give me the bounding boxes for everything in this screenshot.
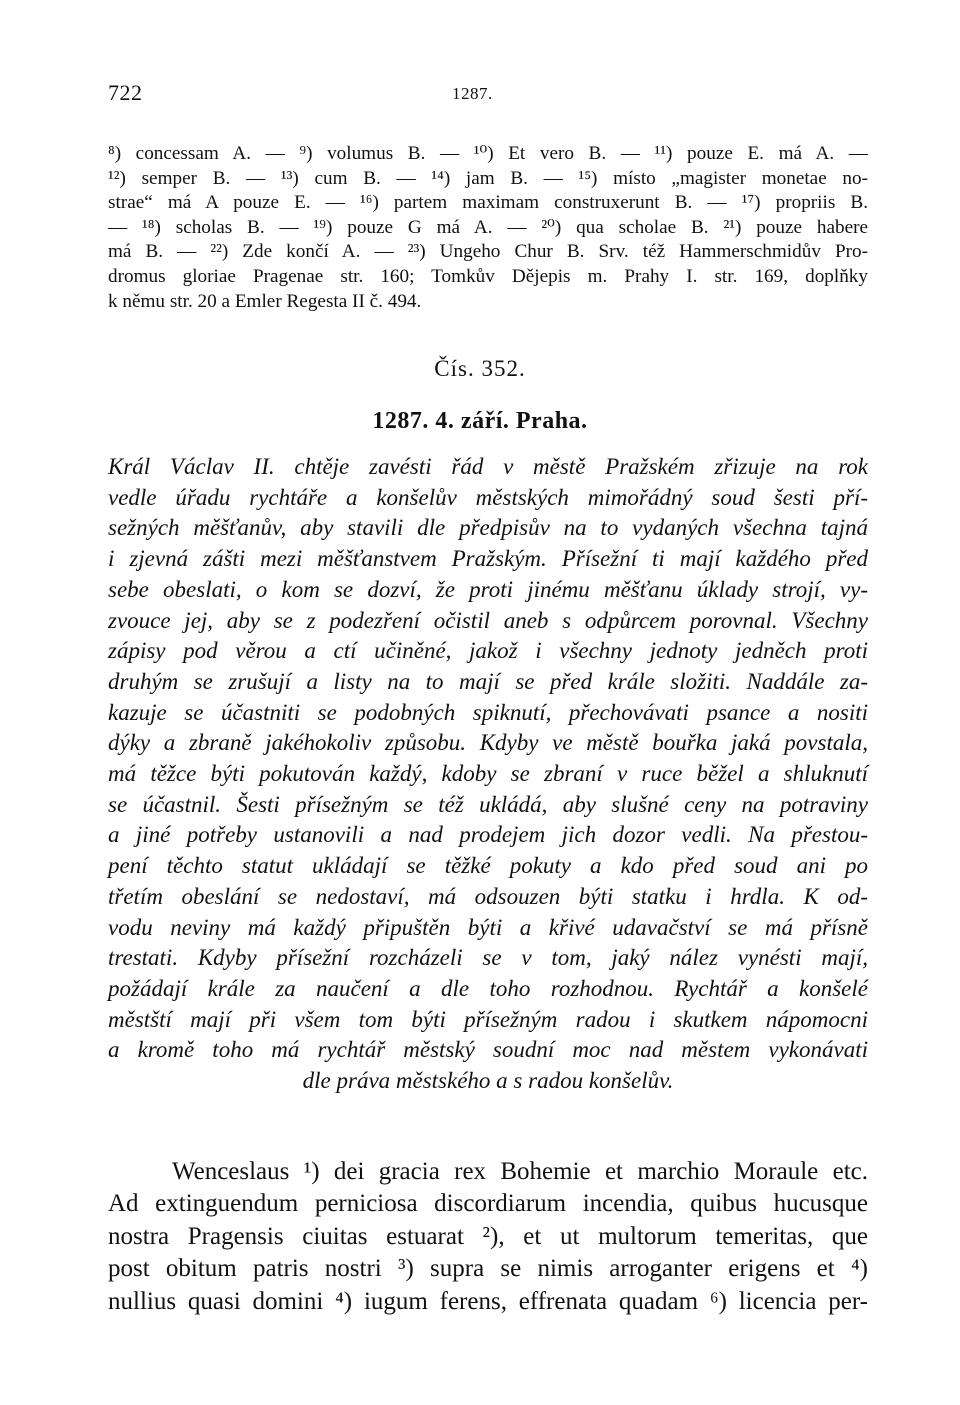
regest-line: třetím obeslání se nedostaví, má odsouzen býti statku i hrdla. K od- xyxy=(108,883,868,909)
regest-line: zvouce jej, aby se z podezření očistil aneb s odpůrcem porovnal. Všechny xyxy=(108,607,868,633)
page-number: 722 xyxy=(108,80,143,105)
footnote-line: má B. — ²²) Zde končí A. — ²³) Ungeho Chur B. Srv. též Hammerschmidův Pro- xyxy=(108,241,868,263)
regest-line: vedle úřadu rychtáře a konšelův městských mimořádný soud šesti pří- xyxy=(108,484,868,510)
regest-line: dýky a zbraně jakéhokoliv způsobu. Kdyby ve městě bouřka jaká povstala, xyxy=(108,730,868,756)
regest-line: se účastnil. Šesti přísežným se též ukládá, aby slušné ceny na potraviny xyxy=(108,791,868,817)
running-head-year: 1287. xyxy=(452,84,493,103)
latin-line: post obitum patris nostri ³) supra se nimis arroganter erigens et ⁴) xyxy=(108,1255,868,1283)
regest-line: požádají krále za naučení a dle toho rozhodnou. Rychtář a konšelé xyxy=(108,975,868,1001)
regest-line: městští mají při všem tom býti přísežným radou i skutkem nápomocni xyxy=(108,1006,868,1032)
regest-line: a kromě toho má rychtář městský soudní moc nad městem vykonávati xyxy=(108,1037,868,1063)
regest-line: sežných měšťanův, aby stavili dle předpisův na to vydaných všechna tajná xyxy=(108,515,868,541)
footnote-line: dromus gloriae Pragenae str. 160; Tomkův Dějepis m. Prahy I. str. 169, doplňky xyxy=(108,265,868,287)
footnote-line: strae“ má A pouze E. — ¹⁶) partem maximam construxerunt B. — ¹⁷) propriis B. xyxy=(108,192,868,214)
document-date-place: 1287. 4. září. Praha. xyxy=(372,408,588,434)
footnotes-block xyxy=(108,142,868,314)
regest-line: dle práva městského a s radou konšelův. xyxy=(302,1068,674,1094)
regest-line: vodu neviny má každý připuštěn býti a křivé udavačství se má přísně xyxy=(108,914,868,940)
footnote-line: — ¹⁸) scholas B. — ¹⁹) pouze G má A. — ²⁰) qua scholae B. ²¹) pouze habere xyxy=(108,216,868,238)
regest-line: Král Václav II. chtěje zavésti řád v městě Pražském zřizuje na rok xyxy=(108,454,868,479)
regest-line: kazuje se účastniti se podobných spiknutí, přechovávati psance a nositi xyxy=(108,699,868,725)
latin-line: nullius quasi domini ⁴) iugum ferens, effrenata quadam ⁶) licencia per- xyxy=(108,1287,868,1315)
footnote-line: ¹²) semper B. — ¹³) cum B. — ¹⁴) jam B. — ¹⁵) místo „magister monetae no- xyxy=(108,167,868,189)
regest-line: sebe obeslati, o kom se dozví, že proti jinému měšťanu úklady strojí, vy- xyxy=(108,576,868,602)
regest-line: a jiné potřeby ustanovili a nad prodejem jich dozor vedli. Na přestou- xyxy=(108,822,868,848)
latin-charter-text xyxy=(108,1156,868,1318)
regest-line: má těžce býti pokutován každý, kdoby se zbraní v ruce běžel a shluknutí xyxy=(108,761,868,787)
regest-summary xyxy=(108,452,868,1097)
latin-line: Ad extinguendum perniciosa discordiarum incendia, quibus hucusque xyxy=(108,1190,868,1218)
page-header xyxy=(108,80,868,110)
regest-line: pení těchto statut ukládají se těžké pokuty a kdo před soud ani po xyxy=(108,853,868,879)
regest-line: i zjevná zášti mezi měšťanstvem Pražským. Přísežní ti mají každého před xyxy=(108,546,868,572)
regest-line: zápisy pod věrou a ctí učiněné, jakož i všechny jednoty jedněch proti xyxy=(108,638,868,664)
latin-line: Wenceslaus ¹) dei gracia rex Bohemie et marchio Moraule etc. xyxy=(172,1158,868,1185)
latin-line: nostra Pragensis ciuitas estuarat ²), et ut multorum temeritas, que xyxy=(108,1222,868,1250)
footnote-line: k němu str. 20 a Emler Regesta II č. 494. xyxy=(108,290,422,312)
regest-line: druhým se zrušují a listy na to mají se před krále složiti. Naddále za- xyxy=(108,668,868,694)
footnote-line: ⁸) concessam A. — ⁹) volumus B. — ¹⁰) Et vero B. — ¹¹) pouze E. má A. — xyxy=(108,143,868,164)
document-number: Čís. 352. xyxy=(434,356,526,381)
regest-line: trestati. Kdyby přísežní rozcházeli se v tom, jaký nález vynésti mají, xyxy=(108,945,868,971)
